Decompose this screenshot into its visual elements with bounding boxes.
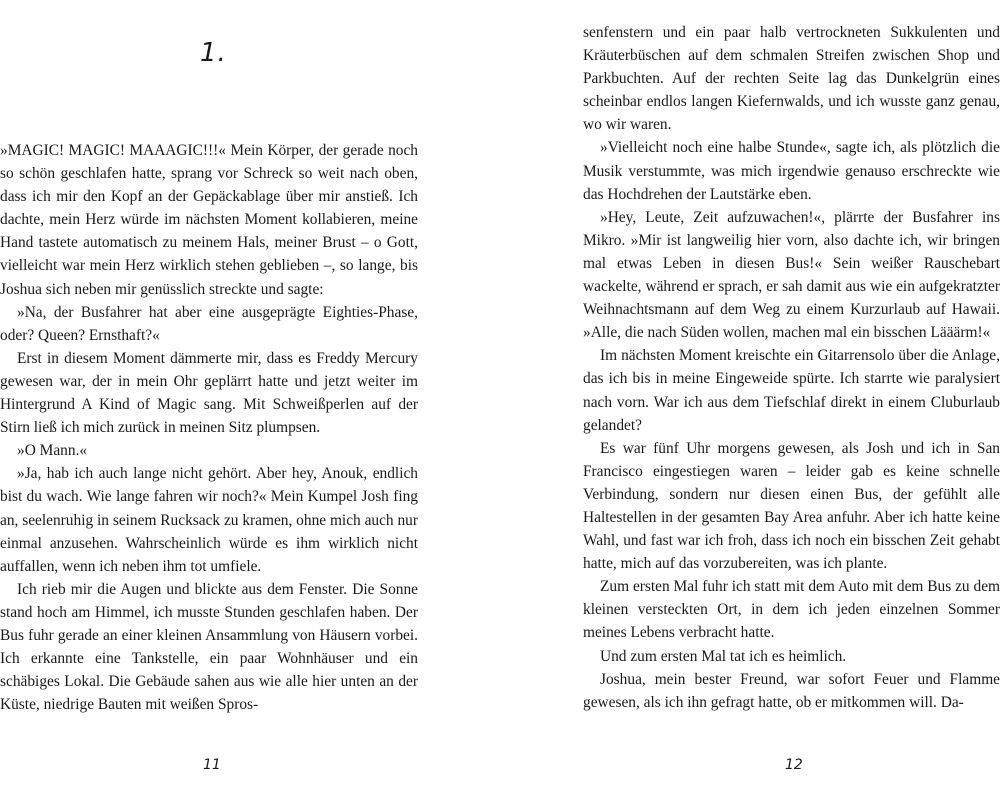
page-number: 12 [785,757,803,773]
page-number: 11 [203,757,221,773]
paragraph: »O Mann.« [17,442,88,460]
paragraph: Zum ersten Mal fuhr ich statt mit dem Auto mit dem Bus zu dem kleinen versteckten Ort, in dem ich jeden einzelnen Sommer meines Lebens verbracht hatte. [583,578,1000,642]
left-page [0,0,418,800]
paragraph: »MAGIC! MAGIC! MAAAGIC!!!« Mein Körper, der gerade noch so schön geschlafen hatte, sprang vor Schreck so weit nach oben, dass ich mir den Kopf an der Gepäckablage über mir anstieß. Ich dachte, mein Herz würde im nächsten Moment kollabieren, meine Hand tastete automatisch zu meinem Hals, meiner Brust – o Gott, vielleicht war mein Herz wirklich stehen geblieben –, so lange, bis Joshua sich neben mir genüsslich streckte und sagte: [0,142,418,298]
chapter-title: 1. [200,38,227,68]
paragraph: »Na, der Busfahrer hat aber eine ausgeprägte Eighties-Phase, oder? Queen? Ernsthaft?« [0,303,418,344]
paragraph: Im nächsten Moment kreischte ein Gitarrensolo über die Anlage, das ich bis in meine Eingeweide spürte. Ich starrte wie paralysiert nach vorn. War ich aus dem Tiefschlaf direkt in einem Cluburlaub gelandet? [583,347,1000,434]
paragraph: Ich rieb mir die Augen und blickte aus dem Fenster. Die Sonne stand hoch am Himmel, ich musste Stunden geschlafen haben. Der Bus fuhr gerade an einer kleinen Ansammlung von Häusern vorbei. Ich erkannte eine Tankstelle, ein paar Wohnhäuser und ein schäbiges Lokal. Die Gebäude sahen aus wie alle hier unten an der Küste, niedrige Bauten mit weißen Spros- [0,580,418,714]
paragraph: Und zum ersten Mal tat ich es heimlich. [600,647,847,665]
paragraph: senfenstern und ein paar halb vertrockneten Sukkulenten und Kräuterbüschen auf dem schmalen Streifen zwischen Shop und Parkbuchten. Auf der rechten Seite lag das Dunkelgrün eines scheinbar endlos langen Kiefernwalds, und ich wusste ganz genau, wo wir waren. [583,24,1000,134]
paragraph: »Hey, Leute, Zeit aufzuwachen!«, plärrte der Busfahrer ins Mikro. »Mir ist langweilig hier vorn, also dachte ich, wir bringen mal etwas Leben in diesen Bus!« Sein weißer Rauschebart wackelte, während er sprach, er sah damit aus wie ein aufgekratzter Weihnachtsmann auf dem Weg zu einem Kurzurlaub auf Hawaii. »Alle, die nach Süden wollen, machen mal ein bisschen Lääärm!« [583,208,1000,342]
paragraph: »Ja, hab ich auch lange nicht gehört. Aber hey, Anouk, endlich bist du wach. Wie lange fahren wir noch?« Mein Kumpel Josh fing an, seelenruhig in seinem Rucksack zu kramen, ohne mich auch nur einmal anzusehen. Wahrscheinlich würde es ihm wirklich nicht auffallen, wenn ich neben ihm tot umfiele. [0,465,418,575]
paragraph: Es war fünf Uhr morgens gewesen, als Josh und ich in San Francisco eingestiegen waren – leider gab es keine schnelle Verbindung, sondern nur diesen einen Bus, der gefühlt alle Haltestellen in der gesamten Bay Area anfuhr. Aber ich hatte keine Wahl, und fast war ich froh, dass ich noch ein bisschen Zeit gehabt hatte, mich auf das vorzubereiten, was ich plante. [583,439,1000,573]
right-page [583,0,1000,800]
right-page-text [583,21,1000,714]
paragraph: Erst in diesem Moment dämmerte mir, dass es Freddy Mercury gewesen war, der in mein Ohr geplärrt hatte und jetzt weiter im Hintergrund A Kind of Magic sang. Mit Schweißperlen auf der Stirn ließ ich mich zurück in meinen Sitz plumpsen. [0,349,418,437]
paragraph: Joshua, mein bester Freund, war sofort Feuer und Flamme gewesen, als ich ihn gefragt hatte, ob er mitkommen will. Da- [583,670,1000,711]
paragraph: »Vielleicht noch eine halbe Stunde«, sagte ich, als plötzlich die Musik verstummte, was mich irgendwie genauso erschreckte wie das Hochdrehen der Lautstärke eben. [583,139,1000,203]
left-page-text [0,139,418,716]
